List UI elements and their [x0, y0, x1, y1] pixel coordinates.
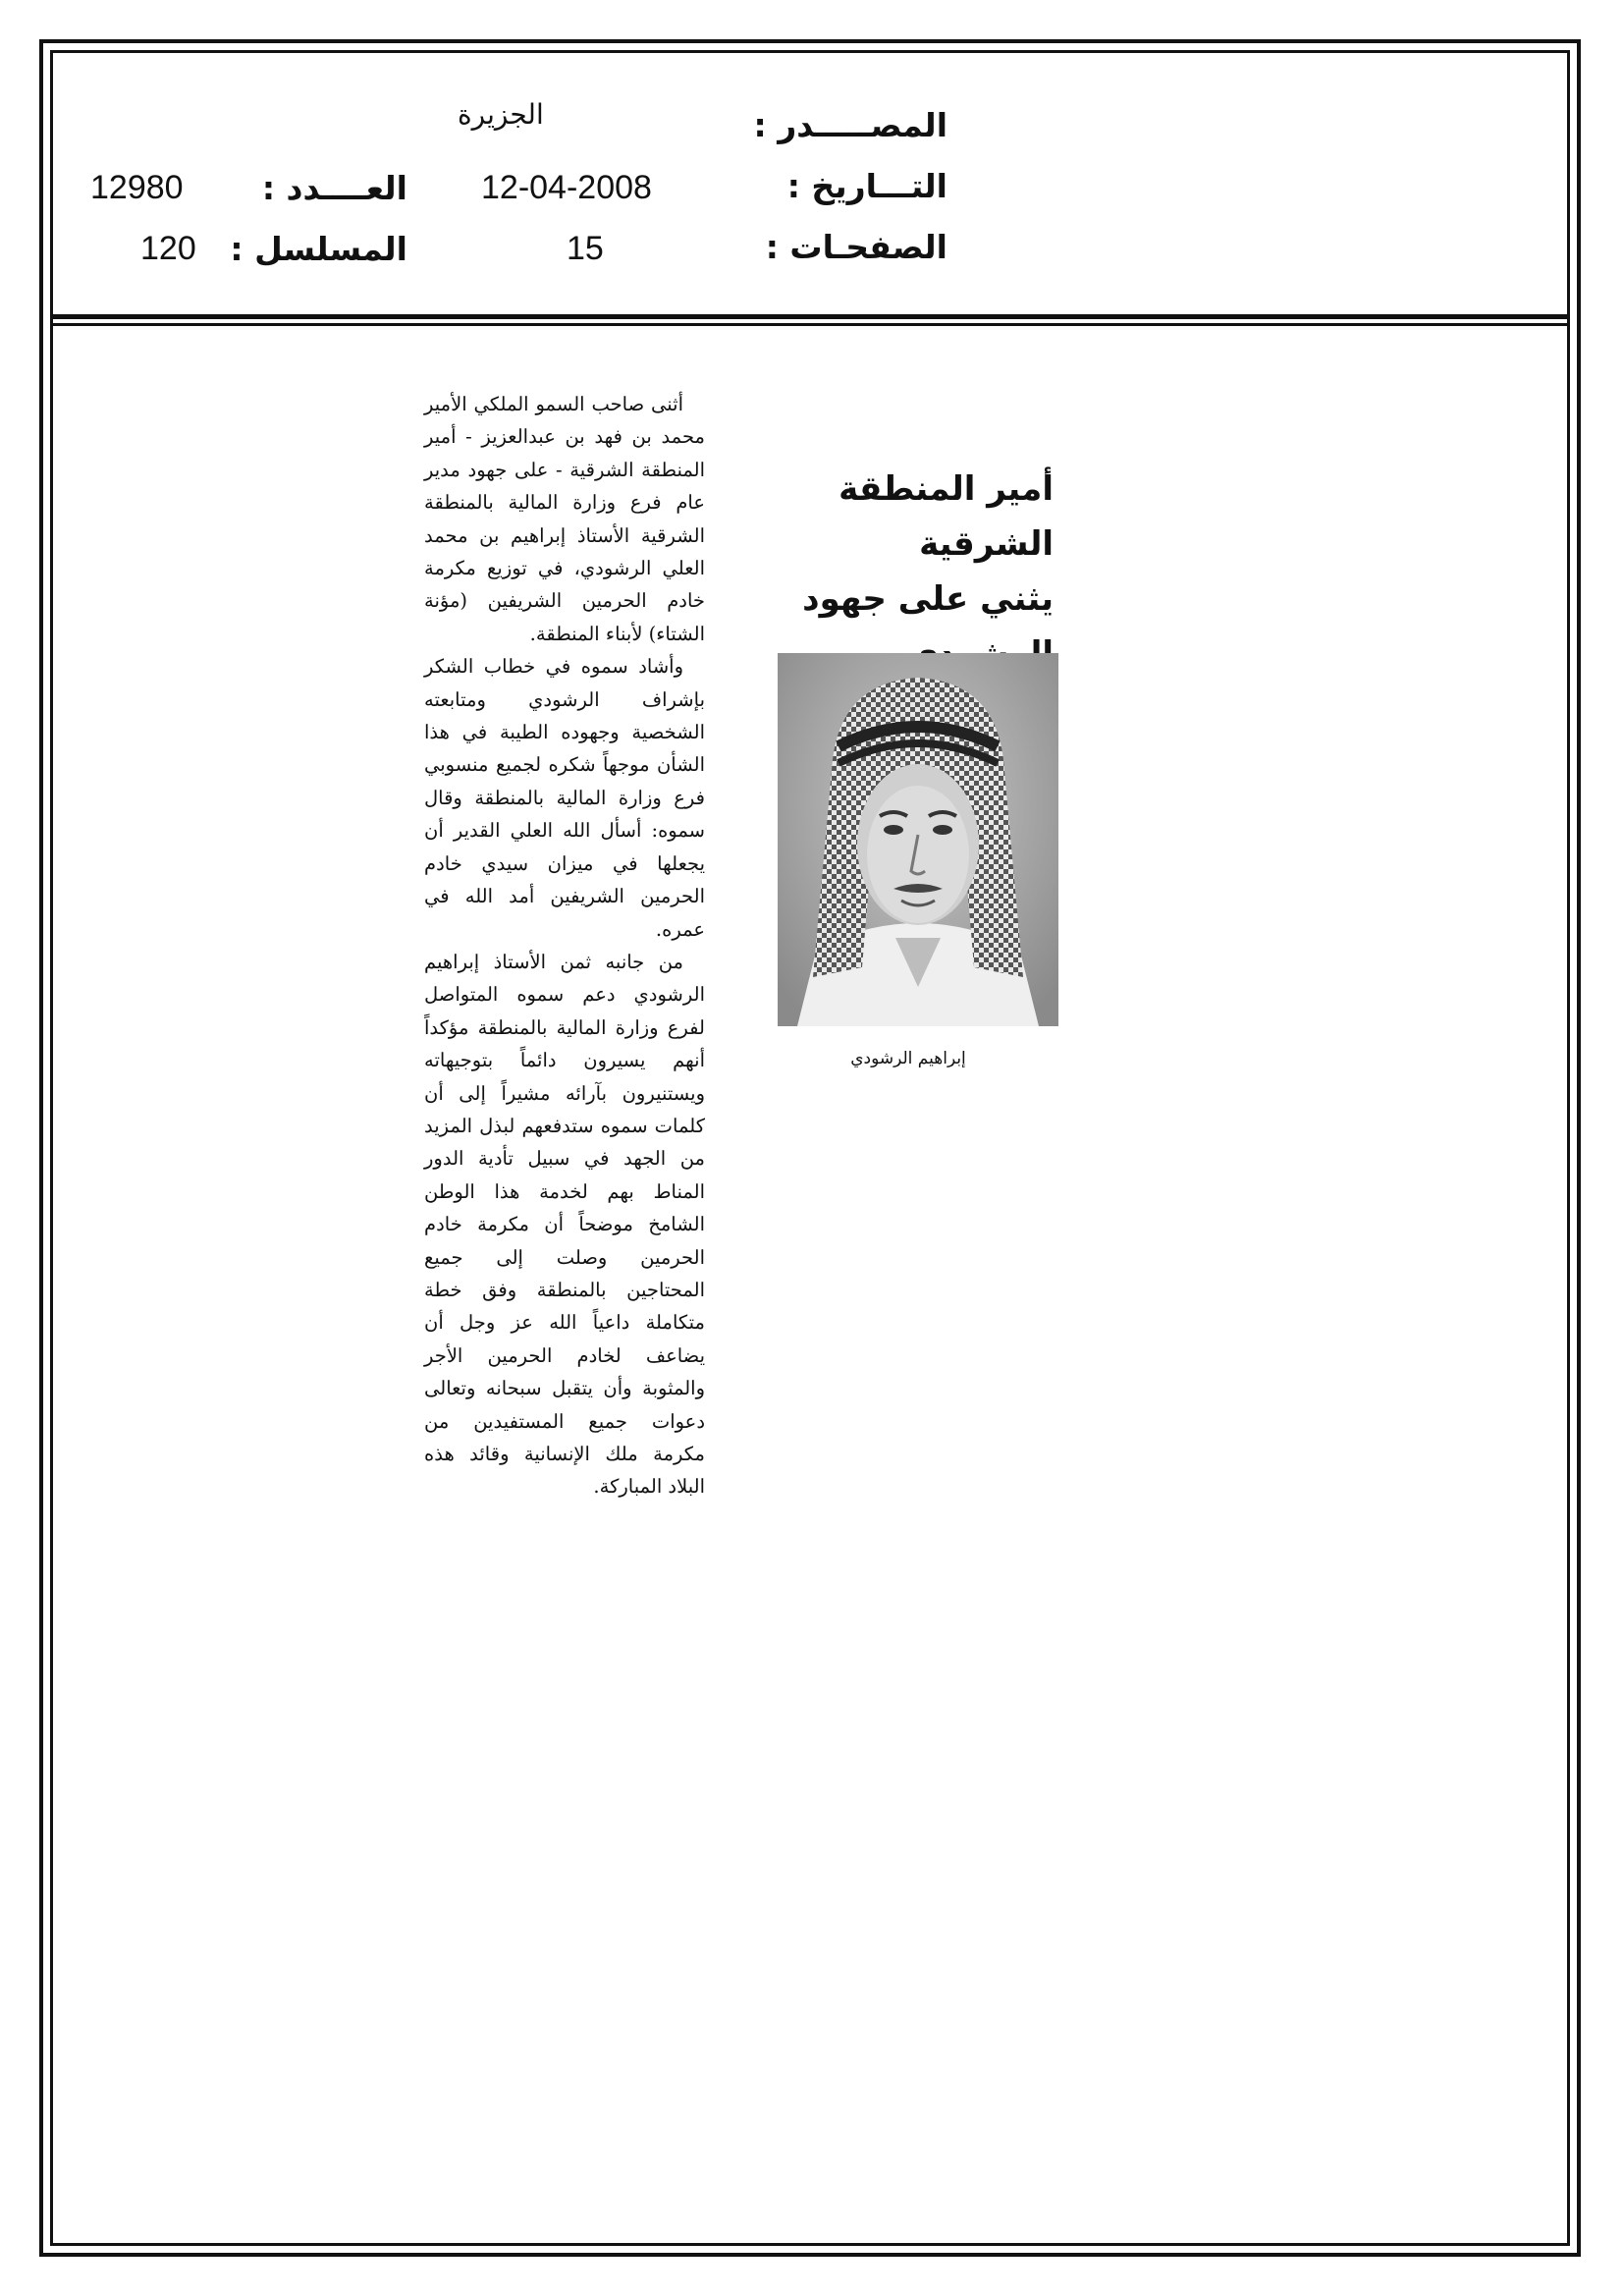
serial-label: المسلسل : [230, 230, 407, 268]
pages-value: 15 [567, 230, 604, 267]
article-paragraph-3: من جانبه ثمن الأستاذ إبراهيم الرشودي دعم سموه المتواصل لفرع وزارة المالية بالمنطقة مؤكداً أنهم يسيرون دائماً بتوجيهاته ويستنيرون بآرائه مشيراً إلى أن كلمات سموه ستدفعهم لبذل المزيد من الجهد في سبيل تأدية الدور المناط بهم لخدمة هذا الوطن الشامخ موضحاً أن مكرمة خادم الحرمين وصلت إلى جميع المحتاجين بالمنطقة وفق خطة متكاملة داعياً الله عز وجل أن يضاعف لخادم الحرمين الأجر والمثوبة وأن يتقبل سبحانه وتعالى دعوات جميع المستفيدين من مكرمة ملك الإنسانية وقائد هذه البلاد المباركة. [424, 950, 705, 1499]
photo-caption: إبراهيم الرشودي [850, 1049, 966, 1068]
portrait-photo [778, 653, 1058, 1026]
portrait-illustration [778, 653, 1058, 1026]
date-value: 12-04-2008 [481, 169, 652, 206]
article-headline [739, 462, 1054, 682]
source-value: الجزيرة [458, 98, 544, 131]
issue-label: العــــدد : [261, 169, 407, 207]
source-label: المصـــــدر : [753, 106, 947, 144]
article-paragraph-1: أثنى صاحب السمو الملكي الأمير محمد بن فهد بن عبدالعزيز - أمير المنطقة الشرقية - على جهود مدير عام فرع وزارة المالية بالمنطقة الشرقية الأستاذ إبراهيم بن محمد العلي الرشودي، في توزيع مكرمة خادم الحرمين الشريفين (مؤنة الشتاء) لأبناء المنطقة. [424, 393, 705, 645]
article-body [424, 388, 705, 1503]
page-border-inner [50, 50, 1570, 2246]
serial-value: 120 [140, 230, 196, 267]
pages-label: الصفحـات : [765, 228, 947, 266]
article-paragraph-2: وأشاد سموه في خطاب الشكر بإشراف الرشودي ومتابعته الشخصية وجهوده الطيبة في هذا الشأن موجهاً شكره لجميع منسوبي فرع وزارة المالية بالمنطقة وقال سموه: أسأل الله العلي القدير أن يجعلها في ميزان سيدي خادم الحرمين الشريفين أمد الله في عمره. [424, 655, 705, 941]
headline-line-1: أمير المنطقة الشرقية [839, 469, 1054, 564]
headline-line-2: يثني على جهود [802, 579, 1054, 619]
date-label: التـــاريخ : [786, 167, 947, 205]
issue-value: 12980 [90, 169, 184, 206]
header-divider [50, 314, 1570, 326]
